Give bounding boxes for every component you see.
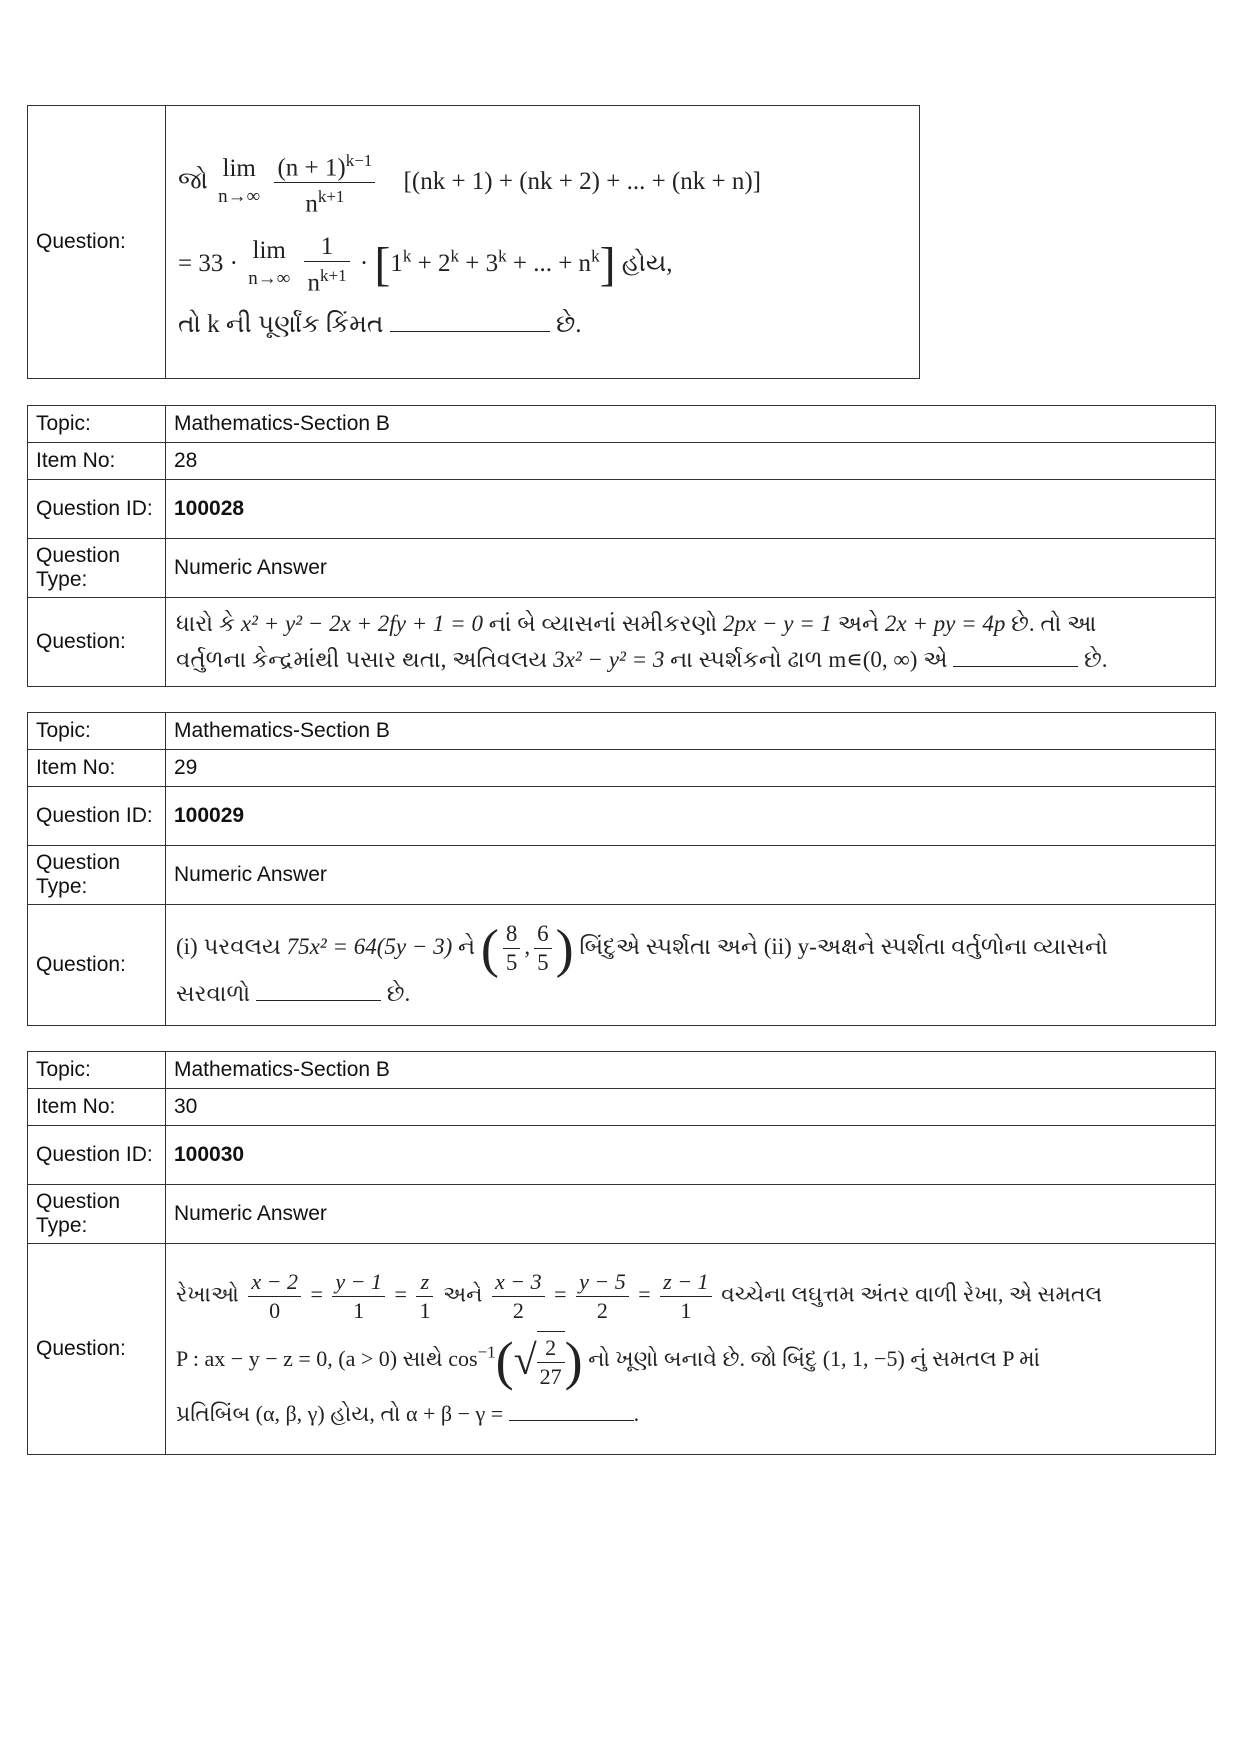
item-no-value: 29 [166, 750, 1216, 787]
question-id-label: Question ID: [28, 480, 166, 539]
question-id-label: Question ID: [28, 1126, 166, 1185]
question-type-value: Numeric Answer [166, 1185, 1216, 1244]
question-line-1: ધારો કે x² + y² − 2x + 2fy + 1 = 0 નાં બે વ્યાસનાં સમીકરણો 2px − y = 1 અને 2x + py = 4p છે. તો આ [176, 611, 1097, 636]
question-type-value: Numeric Answer [166, 846, 1216, 905]
item-table-28 [27, 405, 1216, 687]
fraction: $\frac{x - 2}{0}$ [248, 1268, 301, 1325]
fraction: $\frac{1}{n^{k+1}}$ [304, 233, 349, 297]
fraction: $\frac{y - 1}{1}$ [332, 1268, 385, 1325]
question-id-value: 100030 [166, 1126, 1216, 1185]
question-line-3 [178, 309, 907, 337]
question-line-2: વર્તુળના કેન્દ્રમાંથી પસાર થતા, અતિવલય 3x² − y² = 3 ના સ્પર્શકનો ઢાળ m∊(0, ∞) એ છે. [176, 642, 1205, 678]
limit: lim n→∞ [248, 236, 291, 289]
item-no-value: 28 [166, 443, 1216, 480]
question-type-label: Question Type: [28, 539, 166, 598]
item-table-29 [27, 712, 1216, 1026]
answer-blank [256, 978, 381, 1001]
dot: · [359, 249, 369, 277]
answer-blank [509, 1398, 634, 1421]
question-label: Question: [28, 1244, 166, 1455]
question-line-2: P : ax − y − z = 0, (a > 0) સાથે $\cos^{-1}(√$ $\frac{2}{27}$ ) નો ખૂણો બનાવે છે. જો બિંદુ (1, 1, −5) નું સમતલ P માં [176, 1330, 1041, 1391]
question-id-label: Question ID: [28, 787, 166, 846]
fraction: $\frac{(n + 1)^{k-1}}{n^{k+1}}$ [274, 147, 375, 219]
question-type-label: Question Type: [28, 1185, 166, 1244]
sqrt-expression: √ $\frac{2}{27}$ [514, 1331, 565, 1391]
topic-label: Topic: [28, 406, 166, 443]
question-line-1: રેખાઓ $\frac{x - 2}{0}$ = $\frac{y - 1}{1}$ = $\frac{z}{1}$ અને $\frac{x - 3}{2}$ = $\frac{y - 5}{2}$ = $\frac{z - 1}{1}$ વચ્ચેના લઘુત્તમ અંતર વાળી રેખા, એ સમતલ [176, 1268, 1103, 1323]
fraction-6-5: $\frac{6}{5}$ [534, 920, 552, 977]
open-bracket: [ [374, 237, 391, 291]
question-label: Question: [28, 598, 166, 687]
equals-33: = 33 · [178, 249, 238, 277]
fraction: $\frac{z - 1}{1}$ [660, 1268, 711, 1325]
item-table-30 [27, 1051, 1216, 1455]
question-text: તો k ની પૂર્ણાંક કિંમત [178, 310, 384, 338]
fraction: $\frac{z}{1}$ [416, 1268, 433, 1325]
close-bracket: ] [599, 237, 616, 291]
sum-bracket: [(nk + 1) + (nk + 2) + ... + (nk + n)] [403, 167, 761, 195]
topic-label: Topic: [28, 713, 166, 750]
limit-line-2 [178, 233, 907, 297]
question-text-end: છે. [555, 310, 582, 338]
limit: lim n→∞ [218, 154, 261, 207]
question-type-label: Question Type: [28, 846, 166, 905]
question-line-2: સરવાળો છે. [176, 977, 1205, 1011]
fraction: $\frac{x - 3}{2}$ [492, 1268, 545, 1325]
topic-value: Mathematics-Section B [166, 406, 1216, 443]
item-no-value: 30 [166, 1089, 1216, 1126]
hoy-word: હોય, [621, 249, 673, 277]
answer-blank [953, 644, 1078, 667]
item-no-label: Item No: [28, 750, 166, 787]
topic-label: Topic: [28, 1052, 166, 1089]
answer-blank [390, 309, 550, 332]
question-content [166, 598, 1216, 687]
question-line-3: પ્રતિબિંબ (α, β, γ) હોય, તો α + β − γ = . [176, 1397, 1205, 1431]
question-id-value: 100028 [166, 480, 1216, 539]
power-sum: $1^k + 2^k + 3^k$ + ... + $n^k$ [390, 246, 600, 277]
fraction-8-5: $\frac{8}{5}$ [503, 920, 521, 977]
question-id-value: 100029 [166, 787, 1216, 846]
question-table-top [27, 105, 920, 379]
question-type-value: Numeric Answer [166, 539, 1216, 598]
item-no-label: Item No: [28, 1089, 166, 1126]
topic-value: Mathematics-Section B [166, 1052, 1216, 1089]
if-word: જો [178, 167, 208, 195]
question-content [166, 106, 920, 379]
item-no-label: Item No: [28, 443, 166, 480]
fraction: $\frac{y - 5}{2}$ [576, 1268, 629, 1325]
question-content [166, 905, 1216, 1026]
question-label: Question: [28, 106, 166, 379]
question-content [166, 1244, 1216, 1455]
limit-line-1 [178, 147, 907, 219]
question-line-1: (i) પરવલય 75x² = 64(5y − 3) ને ( $\frac{8}{5}$ , $\frac{6}{5}$ ) બિંદુએ સ્પર્શતા અને (ii) y-અક્ષને સ્પર્શતા વર્તુળોના વ્યાસનો [176, 918, 1108, 978]
question-label: Question: [28, 905, 166, 1026]
topic-value: Mathematics-Section B [166, 713, 1216, 750]
